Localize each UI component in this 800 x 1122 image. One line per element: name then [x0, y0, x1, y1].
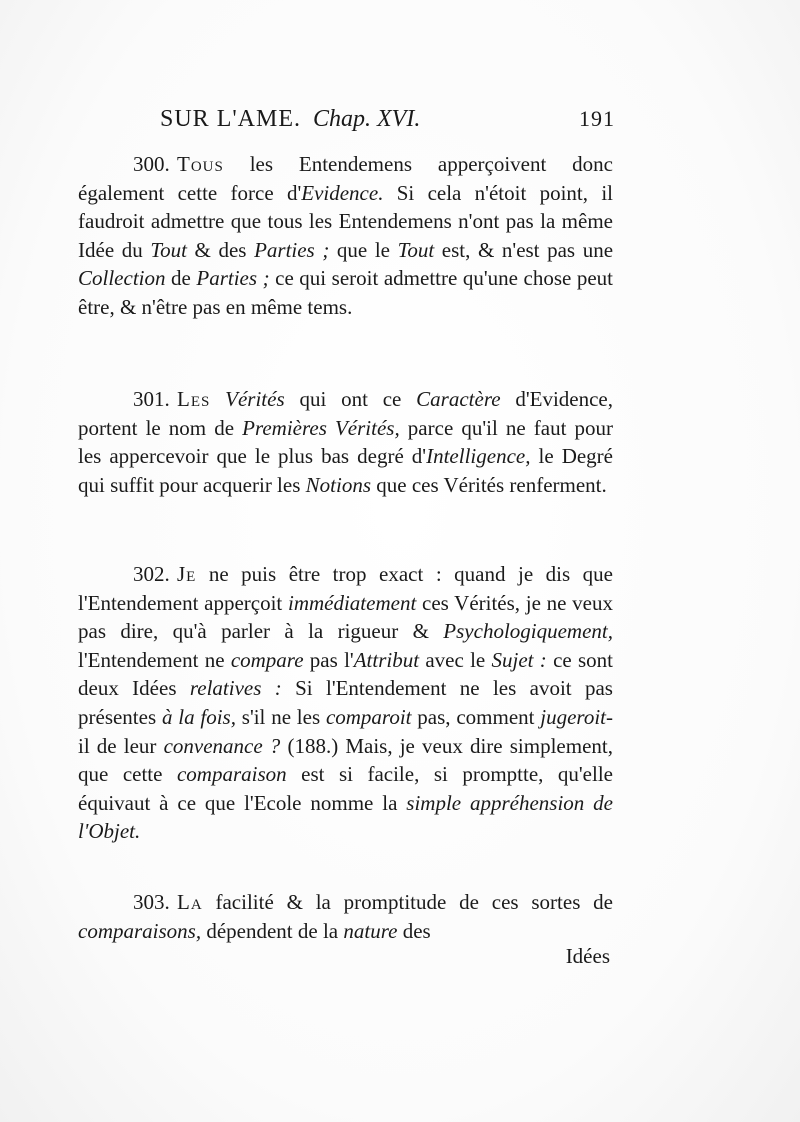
text-run: Si l'Entendement ne les avoit pas présentes — [78, 676, 613, 729]
italic-text: nature — [343, 918, 398, 943]
text-run: dépendent de la — [201, 918, 344, 943]
text-run: les Entendemens apperçoivent donc également cette force d' — [78, 152, 613, 205]
text-run: l'Entendement ne — [78, 647, 231, 672]
text-run: ces Vérités, je ne veux pas dire, qu'à parler à la rigueur & — [78, 590, 613, 644]
paragraph-number: 300. — [133, 152, 170, 176]
text-run: Si cela n'étoit point, il faudroit admettre que tous les Entendemens n'ont pas la même Idée du — [78, 180, 613, 262]
italic-text: relatives : — [189, 676, 282, 701]
text-run: pas, comment — [411, 704, 541, 729]
italic-text: Collection — [78, 266, 166, 291]
text-run: des — [397, 918, 431, 943]
paragraph-301 — [78, 385, 613, 499]
text-run: ne puis être trop exact : quand je dis que l'Entendement apperçoit — [78, 562, 613, 615]
text-run: qui ont ce — [284, 387, 417, 411]
text-run: est si facile, si promptte, qu'elle équivaut à ce que l'Ecole nomme la — [78, 762, 613, 815]
text-run: ce sont deux Idées — [78, 647, 614, 701]
italic-text: Caractère — [416, 387, 501, 411]
italic-text: Parties ; — [196, 266, 270, 291]
text-run: que le — [329, 237, 398, 262]
text-run: (188.) Mais, je veux dire simplement, que cette — [78, 733, 613, 787]
text-run: d'Evidence, portent le nom de — [78, 387, 614, 440]
text-run: parce qu'il ne faut pour les appercevoir que le plus bas degré d' — [78, 415, 614, 469]
paragraph-number: 303. — [133, 890, 170, 914]
lead-word: La — [177, 890, 203, 914]
text-run — [210, 387, 225, 411]
page-number: 191 — [579, 106, 615, 131]
lead-word: Les — [177, 387, 211, 411]
text-run: ce qui seroit admettre qu'une chose peut être, & n'être pas en même tems. — [78, 266, 613, 319]
italic-text: Intelligence, — [426, 444, 531, 469]
italic-text: Psychologiquement, — [443, 619, 613, 644]
italic-text: Vérités — [225, 387, 285, 411]
text-run: le Degré qui suffit pour acquerir les — [78, 444, 613, 497]
italic-text: jugeroit — [540, 704, 606, 729]
italic-text: simple appréhension de l'Objet. — [78, 790, 613, 844]
paragraph-number: 302. — [133, 562, 170, 586]
italic-text: comparaisons, — [78, 918, 202, 943]
italic-text: comparoit — [325, 704, 412, 729]
text-run: que ces Vérités renferment. — [371, 472, 607, 497]
lead-word: Tous — [177, 152, 224, 176]
italic-text: Attribut — [353, 647, 420, 672]
italic-text: Premières Vérités, — [242, 415, 400, 440]
italic-text: à la fois, — [161, 704, 236, 729]
running-title — [160, 106, 420, 133]
text-run: avec le — [419, 647, 492, 672]
italic-text: Parties ; — [254, 237, 330, 262]
text-run: de — [165, 266, 197, 291]
chapter-label: Chap. XVI. — [313, 106, 421, 132]
italic-text: convenance ? — [163, 733, 281, 758]
italic-text: compare — [230, 647, 304, 672]
text-run: & des — [186, 237, 255, 262]
text-run: -il de leur — [78, 704, 613, 758]
paragraph-303 — [78, 888, 613, 945]
page-header — [160, 106, 615, 138]
text-run: est, & n'est pas une — [434, 237, 614, 262]
running-title-text: SUR L'AME. — [160, 106, 302, 132]
paragraph-number: 301. — [133, 387, 170, 411]
italic-text: Tout — [150, 237, 187, 262]
italic-text: immédiatement — [287, 590, 417, 615]
paragraph-302 — [78, 560, 613, 846]
italic-text: comparaison — [176, 762, 287, 787]
text-run: pas l' — [303, 647, 354, 672]
italic-text: Tout — [397, 237, 435, 262]
text-run: facilité & la promptitude de ces sortes de — [202, 890, 613, 914]
italic-text: Evidence. — [301, 180, 384, 205]
text-run: s'il ne les — [235, 704, 326, 729]
italic-text: Sujet : — [491, 647, 547, 672]
italic-text: Notions — [305, 472, 371, 497]
catchword: Idées — [565, 944, 610, 968]
lead-word: Je — [177, 562, 197, 586]
paragraph-300 — [78, 150, 613, 322]
